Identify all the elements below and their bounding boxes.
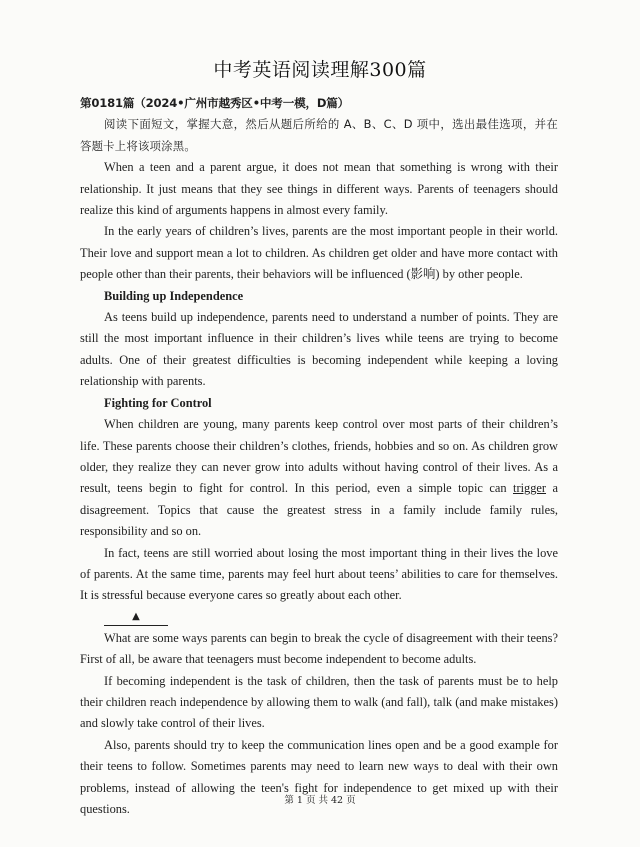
page-title: 中考英语阅读理解300篇 (213, 59, 427, 81)
blank-triangle-marker: ▲ (132, 610, 140, 622)
section-heading-control: Fighting for Control (104, 395, 212, 410)
paragraph-4 (80, 414, 558, 542)
instructions: 阅读下面短文，掌握大意，然后从题后所给的 A、B、C、D 项中，选出最佳选项，并在答题卡上将该项涂黑。 (80, 117, 558, 153)
underlined-word-trigger: trigger (513, 481, 547, 496)
paragraph-6: What are some ways parents can begin to break the cycle of disagreement with their teens? First of all, be aware that teenagers must become independent to become adults. (80, 630, 558, 667)
heading-blank (104, 611, 168, 626)
passage-header: 第0181篇（2024•广州市越秀区•中考一模，D篇） (80, 96, 350, 110)
paragraph-2: In the early years of children’s lives, parents are the most important people in their world. Their love and support mean a lot to children. As children get older and have more contact with people other than their parents, their behaviors will be influenced (影响) by other people. (80, 224, 558, 282)
paragraph-3: As teens build up independence, parents need to understand a number of points. They are still the most important influence in their children’s lives while teens are trying to become adults. One of their greatest difficulties is becoming independent while keeping a loving relationship with parents. (80, 310, 558, 389)
paragraph-5: In fact, teens are still worried about losing the most important thing in their lives the love of parents. At the same time, parents may feel hurt about teens’ abilities to care for themselves. It is stressful because everyone cares so greatly about each other. (80, 545, 558, 603)
paragraph-4-before: When children are young, many parents keep control over most parts of their children’s life. These parents choose their children’s clothes, friends, hobbies and so on. As children grow older, they realize they can never grow into adults without having control of their lives. As a result, teens begin to fight for control. In this period, even a simple topic can (80, 417, 558, 496)
paragraph-4-after: a disagreement. Topics that cause the greatest stress in a family include family rules, responsibility and so on. (80, 481, 558, 539)
paragraph-8: Also, parents should try to keep the communication lines open and be a good example for their teens to follow. Sometimes parents may need to learn new ways to deal with their own problems, instead of allowing the teen's fight for independence to get mixed up with their questions. (80, 737, 558, 816)
paragraph-1: When a teen and a parent argue, it does not mean that something is wrong with their relationship. It just means that they see things in different ways. Parents of teenagers should realize this kind of arguments happens in almost every family. (80, 160, 558, 218)
heading-blank-row (80, 607, 558, 628)
paragraph-7: If becoming independent is the task of children, then the task of parents must be to help their children reach independence by allowing them to walk (and fall), talk (and make mistakes) and slowly take control of their lives. (80, 673, 558, 731)
passage-body (80, 93, 558, 820)
section-heading-independence: Building up Independence (104, 288, 244, 303)
page-footer: 第 1 页 共 42 页 (284, 795, 356, 806)
